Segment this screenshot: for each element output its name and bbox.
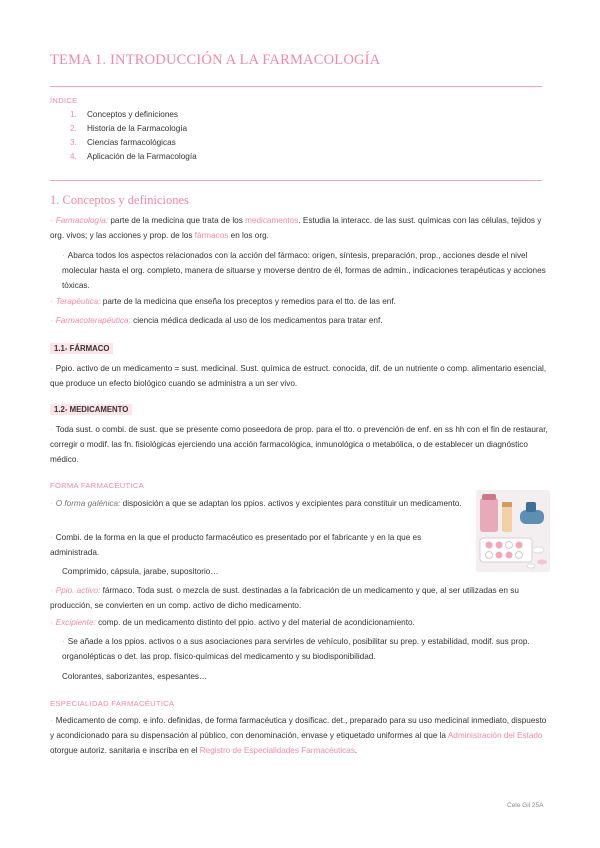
- footer-author: Cele Gil 25A: [507, 802, 544, 809]
- index-item: [70, 152, 197, 161]
- keyword-medicamentos: medicamentos: [245, 216, 299, 225]
- index-item-number: 1.: [70, 110, 77, 119]
- paragraph-farmaco: · Ppio. activo de un medicamento = sust. medicinal. Sust. química de estruct. conocida, dif. de un nutriente o comp. alimentario esencial, que produce un efecto biológico cuando se administra a un ser vivo.: [50, 364, 547, 389]
- definition-forma-galenica: · O forma galénica: disposición a que se adaptan los ppios. activos y excipientes para constituir un medicamento.: [50, 499, 462, 508]
- definition-farmacoterapeutica: · Farmacoterapéutica: ciencia médica dedicada al uso de los medicamentos para tratar enf.: [50, 316, 383, 325]
- definition-terapeutica: · Terapéutica: parte de la medicina que enseña los preceptos y remedios para el tto. de las enf.: [50, 297, 396, 306]
- examples-formas: Comprimido, cápsula, jarabe, supositorio…: [62, 567, 219, 576]
- index-item-label: Ciencias farmacológicas: [87, 138, 176, 147]
- subsection-heading: ESPECIALIDAD FARMACÉUTICA: [50, 699, 175, 708]
- index-item-number: 4.: [70, 152, 77, 161]
- definition-farmacologia: · Farmacología: parte de la medicina que trata de los medicamentos. Estudia la interacc. de las sust. químicas con las células, tejidos y org. vivos; y las acciones y prop. de los fármacos en los org.: [50, 216, 542, 241]
- index-heading: ÍNDICE: [50, 96, 78, 105]
- term: Farmacología:: [55, 216, 109, 225]
- keyword-registro: Registro de Especialidades Farmacéuticas: [199, 746, 355, 756]
- paragraph-abarca: · Abarca todos los aspectos relacionados con la acción del fármaco: origen, síntesis, preparación, prop., acciones desde el nivel molecular hasta el org. completo, manera de situarse y moverse dentro de él, formas de admin., indicaciones terapéuticas y acciones tóxicas.: [62, 251, 546, 291]
- paragraph-medicamento: · Toda sust. o combi. de sust. que se presente como poseedora de prop. para el tto. o prevención de enf. en ss hh con el fin de restaurar, corregir o modif. las fn. fisiológicas ejerciendo una acción farmacológica, inmunológica o metabólica, o de establecer un diagnóstico médico.: [50, 425, 548, 465]
- subsection-heading: 1.1- FÁRMACO: [50, 343, 113, 354]
- examples-excipientes: Colorantes, saborizantes, espesantes…: [62, 672, 208, 681]
- subsection-heading: 1.2- MEDICAMENTO: [50, 404, 132, 415]
- subsection-heading: FORMA FARMACÉUTICA: [50, 481, 144, 490]
- definition-excipiente: · Excipiente: comp. de un medicamento distinto del ppio. activo y del material de acondicionamiento.: [50, 618, 415, 627]
- medicines-illustration: [476, 490, 550, 572]
- paragraph-anade: · Se añade a los ppios. activos o a sus asociaciones para servirles de vehículo, posibilitar su prep. y estabilidad, modif. sus prop. organolépticas o det. las prop. físico-químicas del medicamento y su biodisponibilidad.: [62, 637, 530, 662]
- section-title: 1. Conceptos y definiciones: [50, 193, 189, 207]
- index-item-number: 2.: [70, 124, 77, 133]
- paragraph-combi: · Combi. de la forma en la que el producto farmacéutico es presentado por el fabricante y en la que es administrada.: [50, 533, 422, 558]
- index-item: [70, 110, 178, 119]
- index-item-number: 3.: [70, 138, 77, 147]
- medicines-photo: [476, 490, 550, 572]
- index-item: [70, 124, 187, 133]
- paragraph-especialidad: · Medicamento de comp. e info. definidas, de forma farmacéutica y dosificac. det., preparado para su uso medicinal inmediato, dispuesto y acondicionado para su dispensación al público, con denominación, envase y etiquetado uniformes al que la Administración del Estado otorgue autoriz. sanitaria e inscriba en el Registro de Especialidades Farmacéuticas.: [50, 716, 547, 756]
- index-item: [70, 138, 176, 147]
- title-divider: [50, 86, 542, 87]
- keyword-administracion: Administración del Estado: [447, 731, 543, 741]
- index-item-label: Conceptos y definiciones: [87, 110, 179, 119]
- index-item-label: Aplicación de la Farmacología: [87, 152, 197, 161]
- definition-ppio-activo: · Ppio. activo: fármaco. Toda sust. o mezcla de sust. destinadas a la fabricación de un medicamento y que, al ser utilizadas en su producción, se convierten en un comp. activo de dicho medicamento.: [50, 586, 519, 611]
- index-item-label: Historia de la Farmacología: [87, 124, 188, 133]
- page-title: TEMA 1. INTRODUCCIÓN A LA FARMACOLOGÍA: [50, 52, 381, 68]
- index-divider: [50, 180, 542, 181]
- keyword-farmacos: fármacos: [194, 231, 229, 241]
